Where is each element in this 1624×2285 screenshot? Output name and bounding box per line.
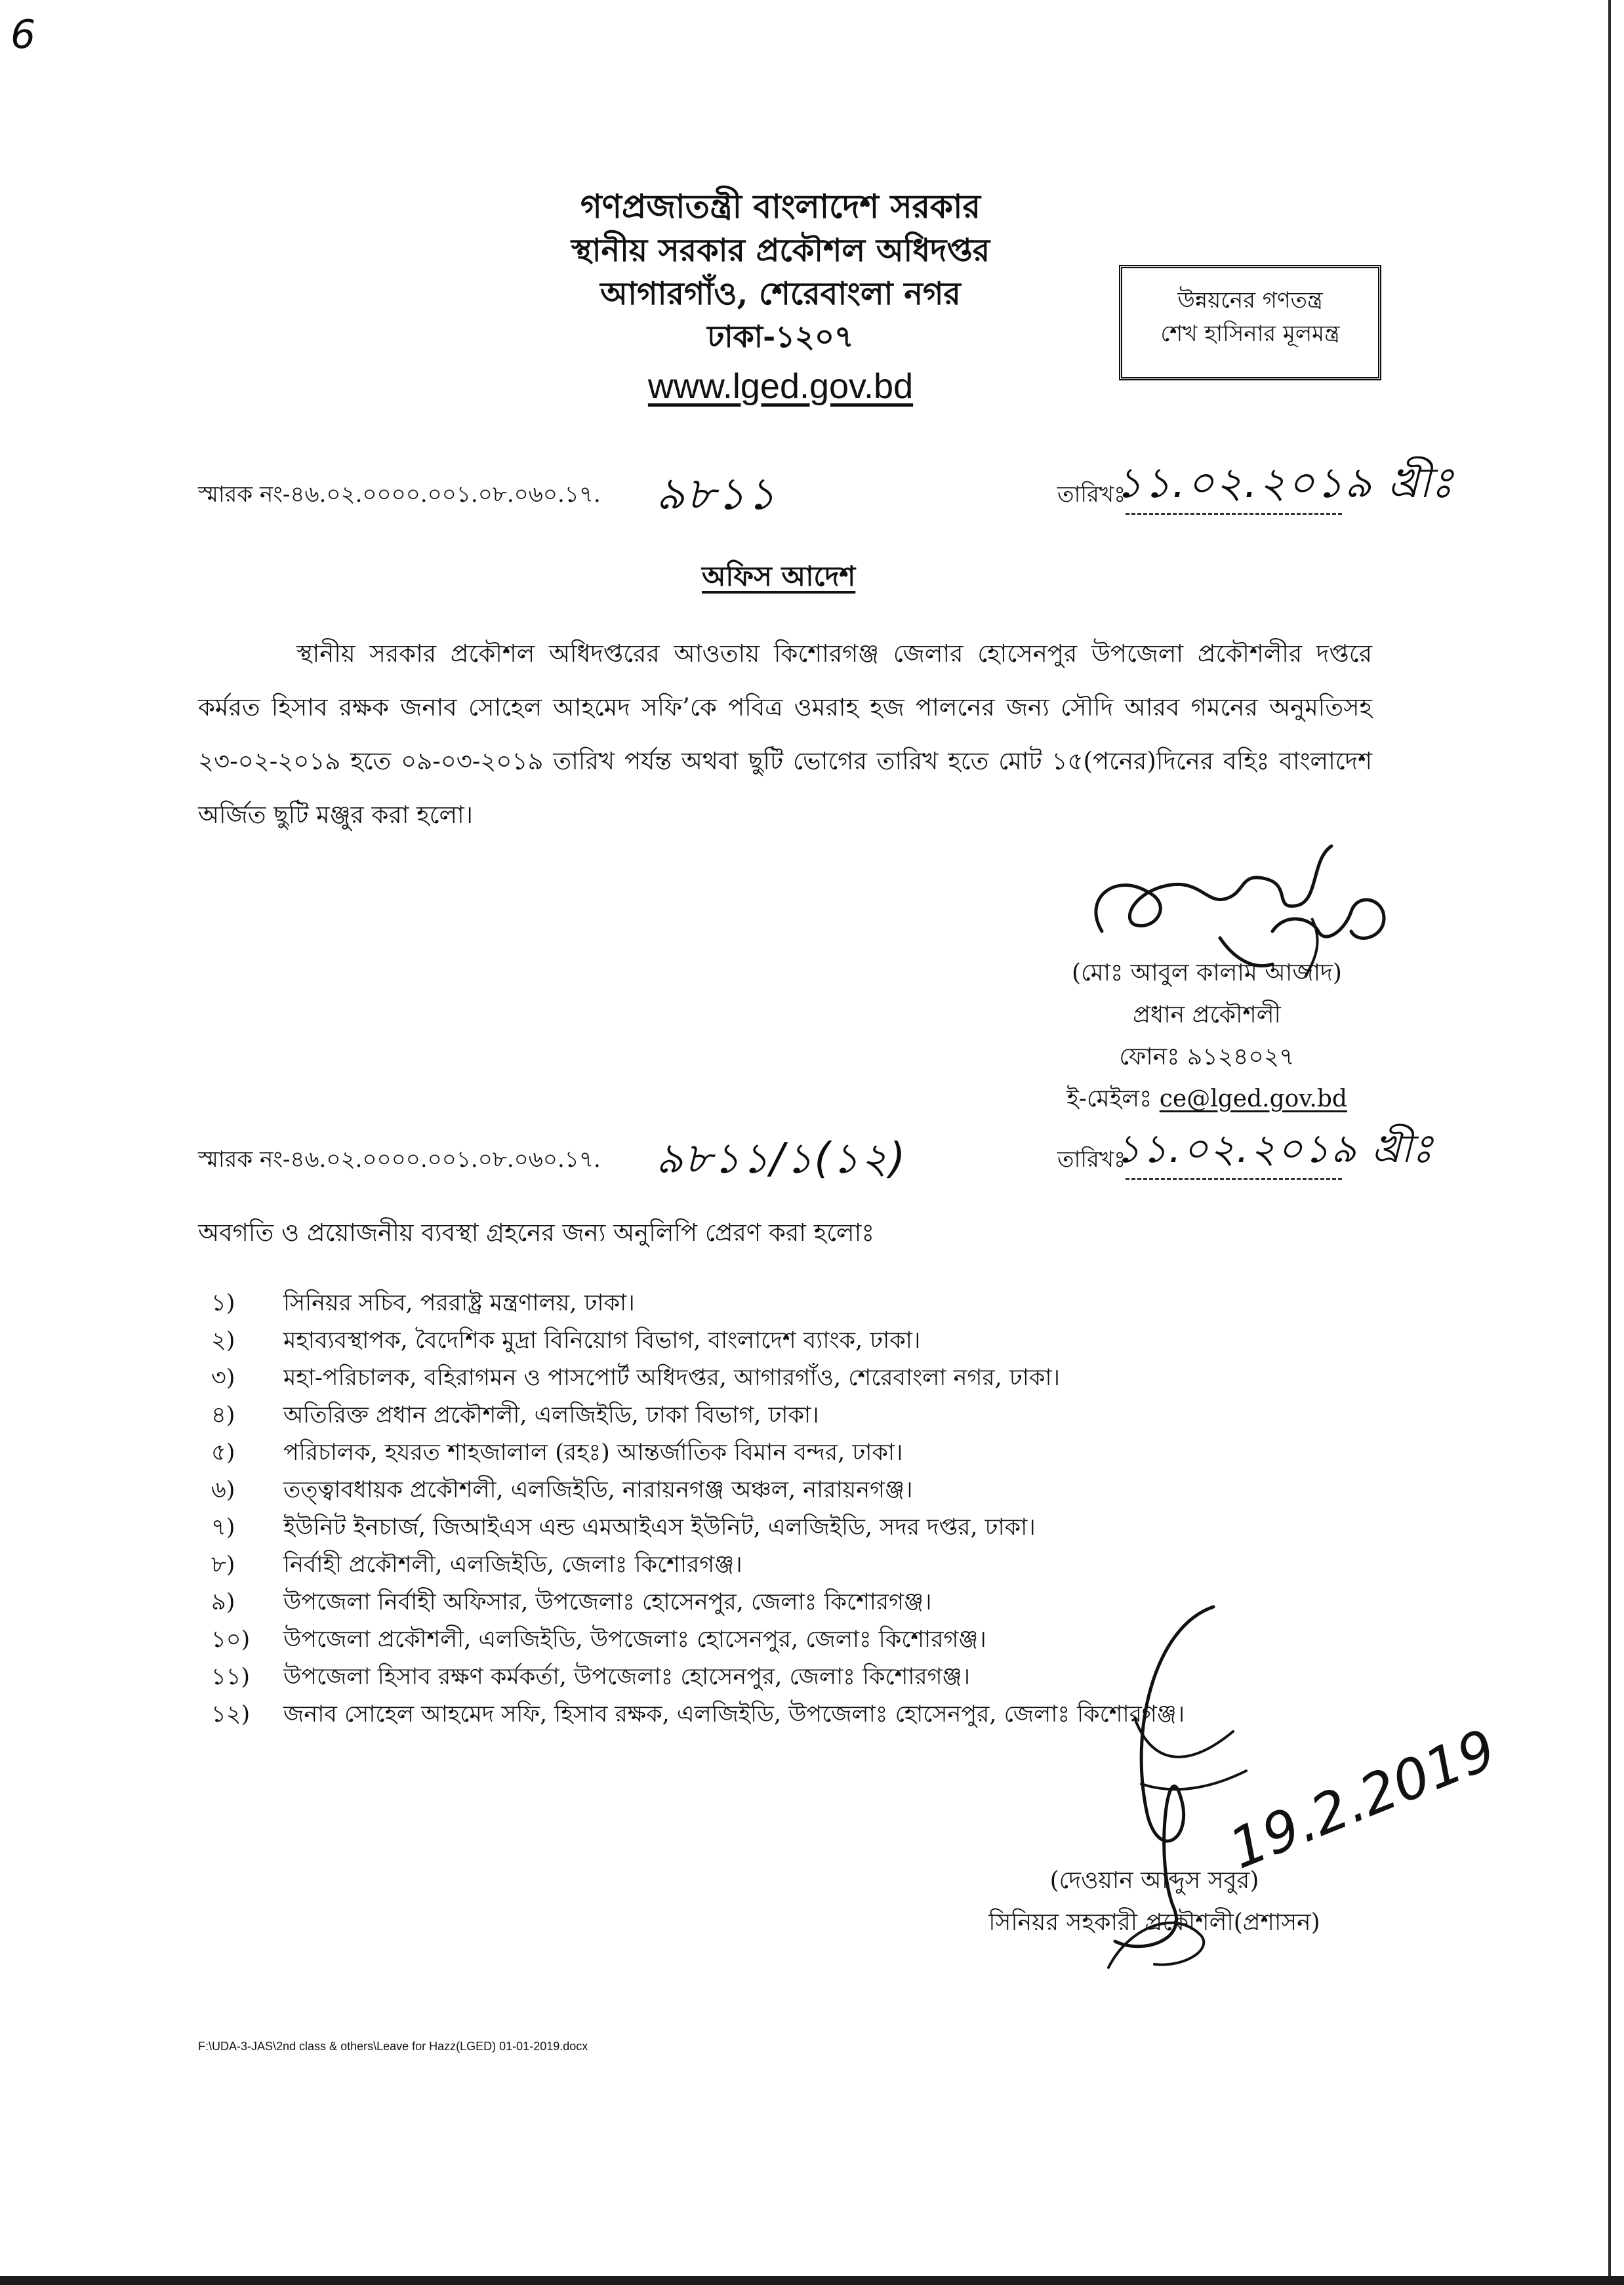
- cc-item-number: ১): [211, 1290, 235, 1316]
- memo-reference-2: স্মারক নং-৪৬.০২.০০০০.০০১.০৮.০৬০.১৭.: [198, 1146, 601, 1173]
- cc-item-text: মহা-পরিচালক, বহিরাগমন ও পাসপোর্ট অধিদপ্তর, আগারগাঁও, শেরেবাংলা নগর, ঢাকা।: [283, 1365, 1060, 1391]
- memo-date-1-handwritten: ১১.০২.২০১৯ খ্রীঃ: [1115, 459, 1455, 508]
- cc-item-text: সিনিয়র সচিব, পররাষ্ট্র মন্ত্রণালয়, ঢাকা।: [283, 1290, 635, 1316]
- header-city: ঢাকা-১২০৭: [707, 319, 854, 354]
- signatory-2-designation: সিনিয়র সহকারী প্রকৌশলী(প্রশাসন): [988, 1909, 1320, 1936]
- cc-item-text: নির্বাহী প্রকৌশলী, এলজিইডি, জেলাঃ কিশোরগঞ্জ।: [283, 1552, 742, 1578]
- cc-item-text: উপজেলা হিসাব রক্ষণ কর্মকর্তা, উপজেলাঃ হোসেনপুর, জেলাঃ কিশোরগঞ্জ।: [283, 1664, 971, 1690]
- signature-2-handwritten-date: 19.2.2019: [1220, 1716, 1505, 1882]
- cc-list-item: [198, 1360, 1379, 1398]
- cc-item-text: উপজেলা প্রকৌশলী, এলজিইডি, উপজেলাঃ হোসেনপুর, জেলাঃ কিশোরগঞ্জ।: [283, 1627, 986, 1653]
- cc-item-text: তত্ত্বাবধায়ক প্রকৌশলী, এলজিইডি, নারায়নগঞ্জ অঞ্চল, নারায়নগঞ্জ।: [283, 1477, 913, 1503]
- cc-item-number: ৮): [211, 1552, 235, 1578]
- cc-item-number: ৬): [211, 1477, 235, 1503]
- header-department: স্থানীয় সরকার প্রকৌশল অধিদপ্তর: [571, 232, 990, 269]
- letterhead: [420, 187, 1141, 407]
- cc-item-text: জনাব সোহেল আহমেদ সফি, হিসাব রক্ষক, এলজিইডি, উপজেলাঃ হোসেনপুর, জেলাঃ কিশোরগঞ্জ।: [283, 1701, 1185, 1728]
- cc-item-number: ১০): [211, 1627, 251, 1653]
- slogan-box: [1119, 265, 1381, 380]
- header-website[interactable]: www.lged.gov.bd: [647, 367, 914, 406]
- signatory-block-2: [958, 1860, 1351, 1944]
- cc-item-number: ৯): [211, 1589, 235, 1615]
- cc-list-item: [198, 1472, 1379, 1510]
- cc-item-number: ২): [211, 1327, 235, 1354]
- cc-item-text: মহাব্যবস্থাপক, বৈদেশিক মুদ্রা বিনিয়োগ বিভাগ, বাংলাদেশ ব্যাংক, ঢাকা।: [283, 1327, 921, 1354]
- date-label-1: তারিখঃ: [1057, 481, 1126, 508]
- cc-item-number: ৩): [211, 1365, 235, 1391]
- signatory-1-phone: ফোনঃ ৯১২৪০২৭: [1119, 1043, 1295, 1070]
- signatory-1-email-row: [1023, 1078, 1391, 1120]
- cc-item-number: ৫): [211, 1440, 235, 1466]
- memo-reference-1-handwritten: ৯৮১১: [656, 468, 777, 520]
- cc-list-item: [198, 1285, 1379, 1323]
- body-paragraph: স্থানীয় সরকার প্রকৌশল অধিদপ্তরের আওতায় কিশোরগঞ্জ জেলার হোসেনপুর উপজেলা প্রকৌশলীর দপ্তরে কর্মরত হিসাব রক্ষক জনাব সোহেল আহমেদ সফি’কে পবিত্র ওমরাহ হজ পালনের জন্য সৌদি আরব গমনের অনুমতিসহ ২৩-০২-২০১৯ হতে ০৯-০৩-২০১৯ তারিখ পর্যন্ত অথবা ছুটি ভোগের তারিখ হতে মোট ১৫(পনের)দিনের বহিঃ বাংলাদেশ অর্জিত ছুটি মঞ্জুর করা হলো।: [198, 639, 1372, 829]
- slogan-line-2: শেখ হাসিনার মূলমন্ত্র: [1160, 321, 1340, 347]
- cc-list-item: [198, 1435, 1379, 1472]
- cc-item-number: ১১): [211, 1664, 251, 1690]
- email-link[interactable]: ce@lged.gov.bd: [1159, 1085, 1347, 1112]
- memo-reference-1: স্মারক নং-৪৬.০২.০০০০.০০১.০৮.০৬০.১৭.: [198, 481, 601, 508]
- cc-list-item: [198, 1547, 1379, 1585]
- cc-item-text: পরিচালক, হযরত শাহজালাল (রহঃ) আন্তর্জাতিক বিমান বন্দর, ঢাকা।: [283, 1440, 903, 1466]
- header-government: গণপ্রজাতন্ত্রী বাংলাদেশ সরকার: [580, 187, 981, 226]
- cc-lead-text: অবগতি ও প্রয়োজনীয় ব্যবস্থা গ্রহনের জন্য অনুলিপি প্রেরণ করা হলোঃ: [198, 1219, 875, 1247]
- cc-item-number: ৭): [211, 1514, 235, 1541]
- signatory-1-designation: প্রধান প্রকৌশলী: [1133, 1001, 1281, 1028]
- scan-edge-bottom: [0, 2276, 1624, 2285]
- signatory-2-name: (দেওয়ান আব্দুস সবুর): [1049, 1867, 1259, 1894]
- cc-list-item: [198, 1398, 1379, 1435]
- cc-item-text: উপজেলা নির্বাহী অফিসার, উপজেলাঃ হোসেনপুর, জেলাঃ কিশোরগঞ্জ।: [283, 1589, 932, 1615]
- date-label-2: তারিখঃ: [1057, 1146, 1126, 1173]
- scan-edge-right: [1608, 0, 1611, 2285]
- document-title: অফিস আদেশ: [702, 560, 856, 592]
- signatory-block-1: [1023, 952, 1391, 1120]
- cc-list-item: [198, 1510, 1379, 1547]
- file-path-footer: F:\UDA-3-JAS\2nd class & others\Leave for Hazz(LGED) 01-01-2019.docx: [198, 2040, 588, 2053]
- page-mark: 6: [10, 12, 37, 58]
- header-address: আগারগাঁও, শেরেবাংলা নগর: [600, 275, 961, 312]
- cc-item-number: ৪): [211, 1402, 235, 1428]
- memo-date-2-handwritten: ১১.০২.২০১৯ খ্রীঃ: [1115, 1126, 1434, 1172]
- cc-item-number: ১২): [211, 1701, 251, 1728]
- slogan-line-1: উন্নয়নের গণতন্ত্র: [1177, 287, 1323, 313]
- cc-item-text: অতিরিক্ত প্রধান প্রকৌশলী, এলজিইডি, ঢাকা বিভাগ, ঢাকা।: [283, 1402, 819, 1428]
- signatory-1-name: (মোঃ আবুল কালাম আজাদ): [1072, 960, 1342, 986]
- email-label: ই-মেইলঃ: [1066, 1085, 1152, 1112]
- memo-reference-2-handwritten: ৯৮১১/১(১২): [656, 1135, 907, 1183]
- cc-list-item: [198, 1323, 1379, 1360]
- cc-item-text: ইউনিট ইনচার্জ, জিআইএস এন্ড এমআইএস ইউনিট, এলজিইডি, সদর দপ্তর, ঢাকা।: [283, 1514, 1036, 1541]
